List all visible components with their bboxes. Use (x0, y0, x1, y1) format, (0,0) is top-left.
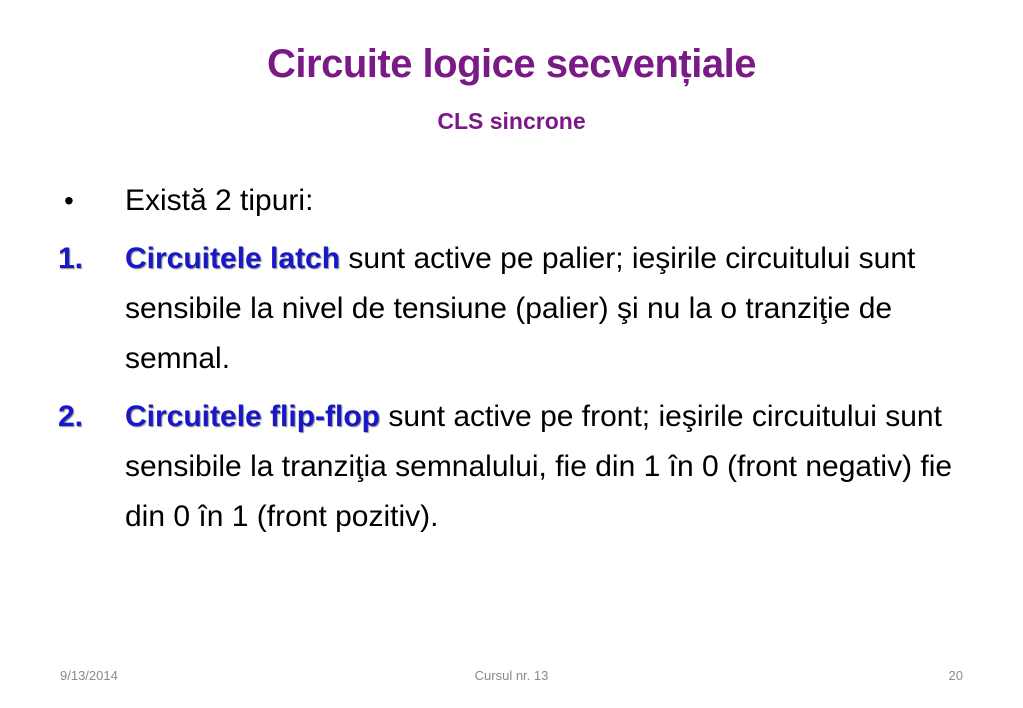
slide-body (58, 176, 958, 550)
slide-title: Circuite logice secvențiale (267, 42, 756, 86)
item-text: sunt active pe front; ieşirile circuitului sunt sensibile la tranziţia semnalului, fie din 1 în 0 (front negativ) fie din 0 în 1 (front pozitiv). (125, 400, 953, 533)
intro-text: Există 2 tipuri: (125, 184, 314, 217)
list-item-latch (58, 234, 958, 384)
list-number: 1. (58, 242, 84, 275)
intro-item (58, 176, 958, 226)
slide-subtitle: CLS sincrone (437, 108, 586, 134)
item-text: sunt active pe palier; ieşirile circuitului sunt sensibile la nivel de tensiune (palier) şi nu la o tranziţie de semnal. (125, 242, 916, 375)
footer-date: 9/13/2014 (60, 668, 118, 683)
footer-course: Cursul nr. 13 (474, 668, 549, 683)
list-number: 2. (58, 400, 84, 433)
list-item-flip-flop (58, 392, 958, 542)
term-flip-flop: Circuitele flip-flop (125, 400, 380, 433)
term-latch: Circuitele latch (125, 242, 341, 275)
bullet-icon: • (64, 185, 74, 216)
page-number: 20 (948, 668, 963, 683)
